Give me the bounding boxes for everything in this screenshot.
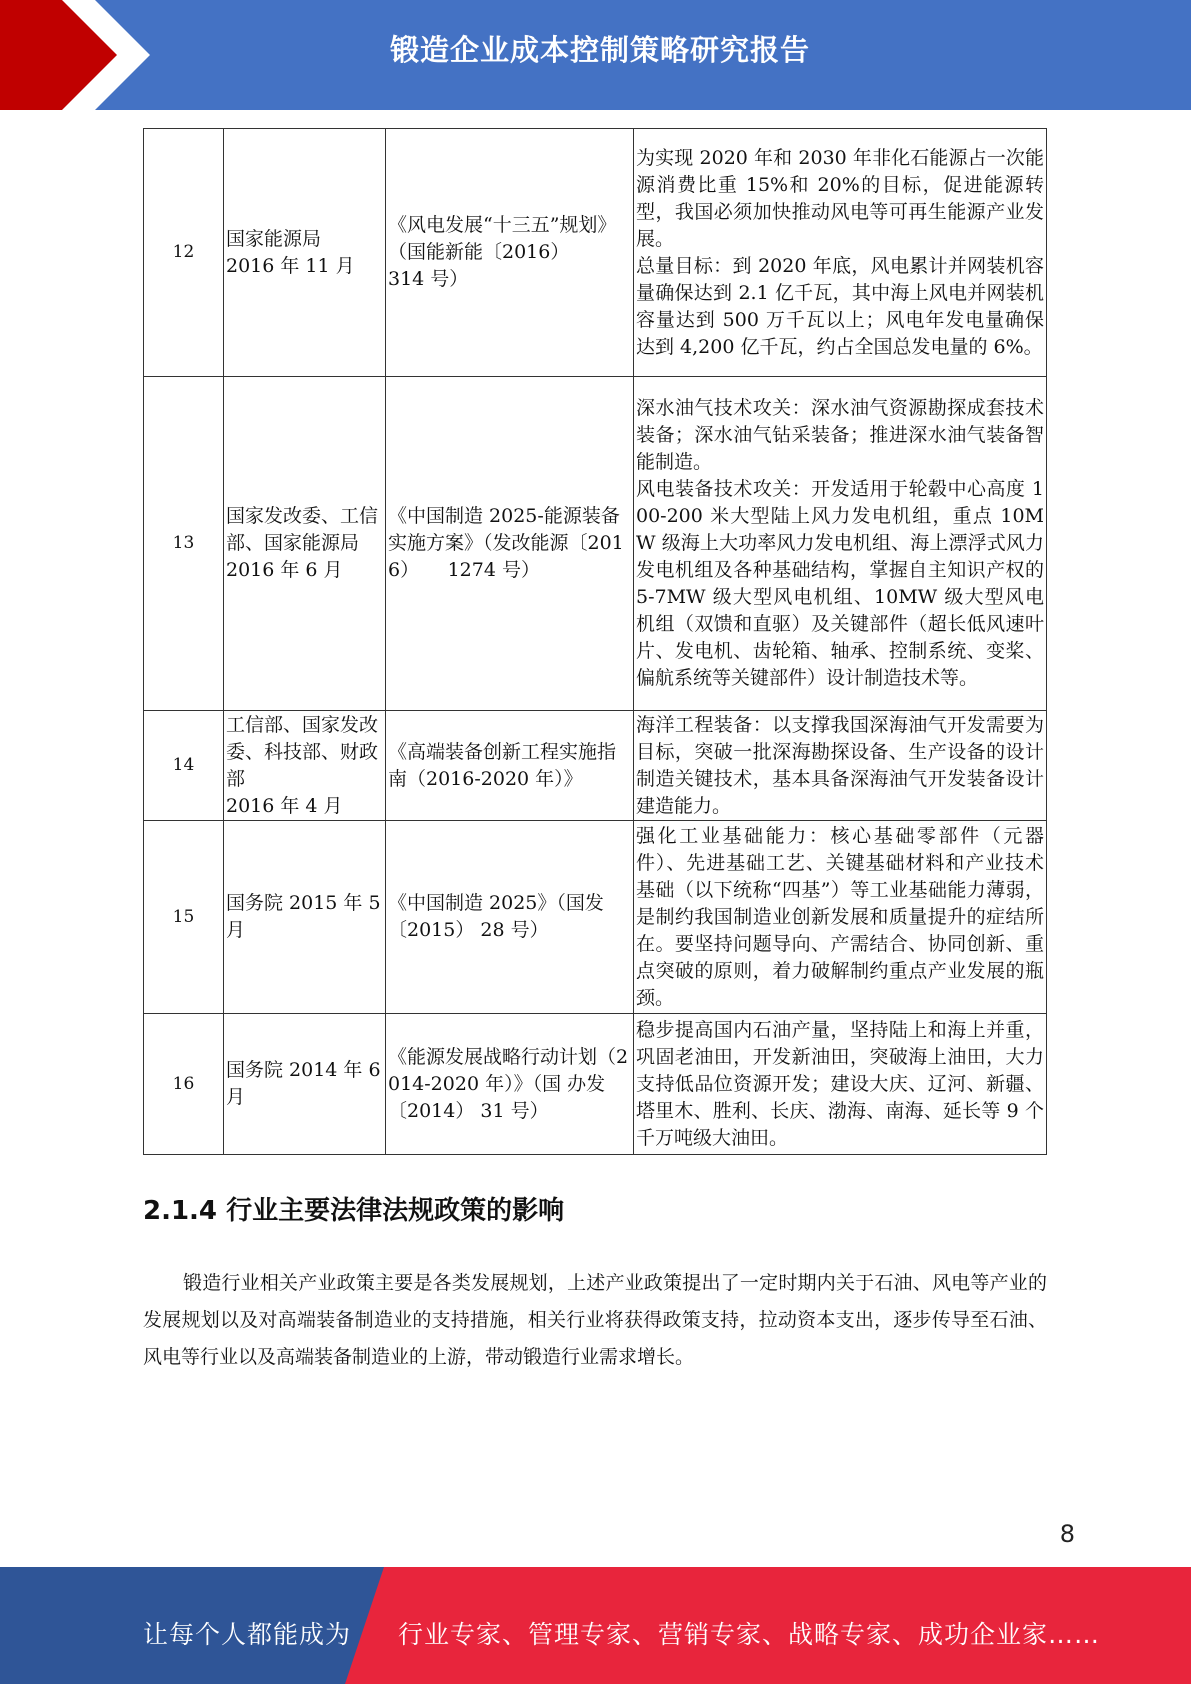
row-number: 14 xyxy=(144,711,224,821)
policy-table xyxy=(143,128,1047,1155)
issuing-department: 国家能源局 2016 年 11 月 xyxy=(224,129,386,377)
issuing-department: 国务院 2015 年 5 月 xyxy=(224,821,386,1014)
issuing-department: 工信部、国家发改委、科技部、财政部 2016 年 4 月 xyxy=(224,711,386,821)
policy-document: 《能源发展战略行动计划（2014-2020 年）》（国 办发〔2014） 31 号） xyxy=(386,1014,634,1155)
policy-document: 《中国制造 2025-能源装备实施方案》（发改能源〔2016） 1274 号） xyxy=(386,377,634,711)
row-number: 16 xyxy=(144,1014,224,1155)
policy-content: 强化工业基础能力：核心基础零部件（元器件）、先进基础工艺、关键基础材料和产业技术基础（以下统称“四基”）等工业基础能力薄弱，是制约我国制造业创新发展和质量提升的症结所在。要坚持问题导向、产需结合、协同创新、重点突破的原则，着力破解制约重点产业发展的瓶颈。 xyxy=(634,821,1047,1014)
report-title: 锻造企业成本控制策略研究报告 xyxy=(389,33,810,67)
policy-content: 海洋工程装备：以支撑我国深海油气开发需要为目标，突破一批深海勘探设备、生产设备的设计制造关键技术，基本具备深海油气开发装备设计建造能力。 xyxy=(634,711,1047,821)
policy-content: 稳步提高国内石油产量，坚持陆上和海上并重，巩固老油田，开发新油田，突破海上油田，大力支持低品位资源开发；建设大庆、辽河、新疆、塔里木、胜利、长庆、渤海、南海、延长等 9 个千万吨级大油田。 xyxy=(634,1014,1047,1155)
table-row xyxy=(144,377,1047,711)
chevron-arrow-icon xyxy=(0,0,160,110)
row-number: 12 xyxy=(144,129,224,377)
section-body-paragraph: 锻造行业相关产业政策主要是各类发展规划，上述产业政策提出了一定时期内关于石油、风电等产业的发展规划以及对高端装备制造业的支持措施，相关行业将获得政策支持，拉动资本支出，逐步传导至石油、风电等行业以及高端装备制造业的上游，带动锻造行业需求增长。 xyxy=(143,1272,1047,1368)
policy-content: 为实现 2020 年和 2030 年非化石能源占一次能源消费比重 15%和 20%的目标，促进能源转型，我国必须加快推动风电等可再生能源产业发展。 总量目标：到 2020 年底，风电累计并网装机容量确保达到 2.1 亿千瓦，其中海上风电并网装机容量达到 500 万千瓦以上；风电年发电量确保达到 4,200 亿千瓦，约占全国总发电量的 6%。 xyxy=(634,129,1047,377)
table-row xyxy=(144,129,1047,377)
policy-document: 《中国制造 2025》（国发〔2015） 28 号） xyxy=(386,821,634,1014)
table-row xyxy=(144,1014,1047,1155)
table-row xyxy=(144,711,1047,821)
policy-document: 《风电发展“十三五”规划》（国能新能〔2016） 314 号） xyxy=(386,129,634,377)
page-header xyxy=(0,0,1191,110)
footer-slogan-right: 行业专家、管理专家、营销专家、战略专家、成功企业家…… xyxy=(398,1620,1101,1649)
issuing-department: 国务院 2014 年 6 月 xyxy=(224,1014,386,1155)
page-number: 8 xyxy=(1059,1520,1075,1548)
row-number: 13 xyxy=(144,377,224,711)
policy-content: 深水油气技术攻关：深水油气资源勘探成套技术装备；深水油气钻采装备；推进深水油气装备智能制造。 风电装备技术攻关：开发适用于轮毂中心高度 100-200 米大型陆上风力发电机组，重点 10MW 级海上大功率风力发电机组、海上漂浮式风力发电机组及各种基础结构，掌握自主知识产权的 5-7MW 级大型风电机组、10MW 级大型风电机组（双馈和直驱）及关键部件（超长低风速叶片、发电机、齿轮箱、轴承、控制系统、变桨、偏航系统等关键部件）设计制造技术等。 xyxy=(634,377,1047,711)
row-number: 15 xyxy=(144,821,224,1014)
issuing-department: 国家发改委、工信部、国家能源局 2016 年 6 月 xyxy=(224,377,386,711)
section-heading: 2.1.4 行业主要法律法规政策的影响 xyxy=(143,1196,565,1226)
page-footer xyxy=(0,1567,1191,1684)
table-row xyxy=(144,821,1047,1014)
policy-document: 《高端装备创新工程实施指南（2016-2020 年）》 xyxy=(386,711,634,821)
footer-slogan-left: 让每个人都能成为 xyxy=(143,1620,352,1649)
